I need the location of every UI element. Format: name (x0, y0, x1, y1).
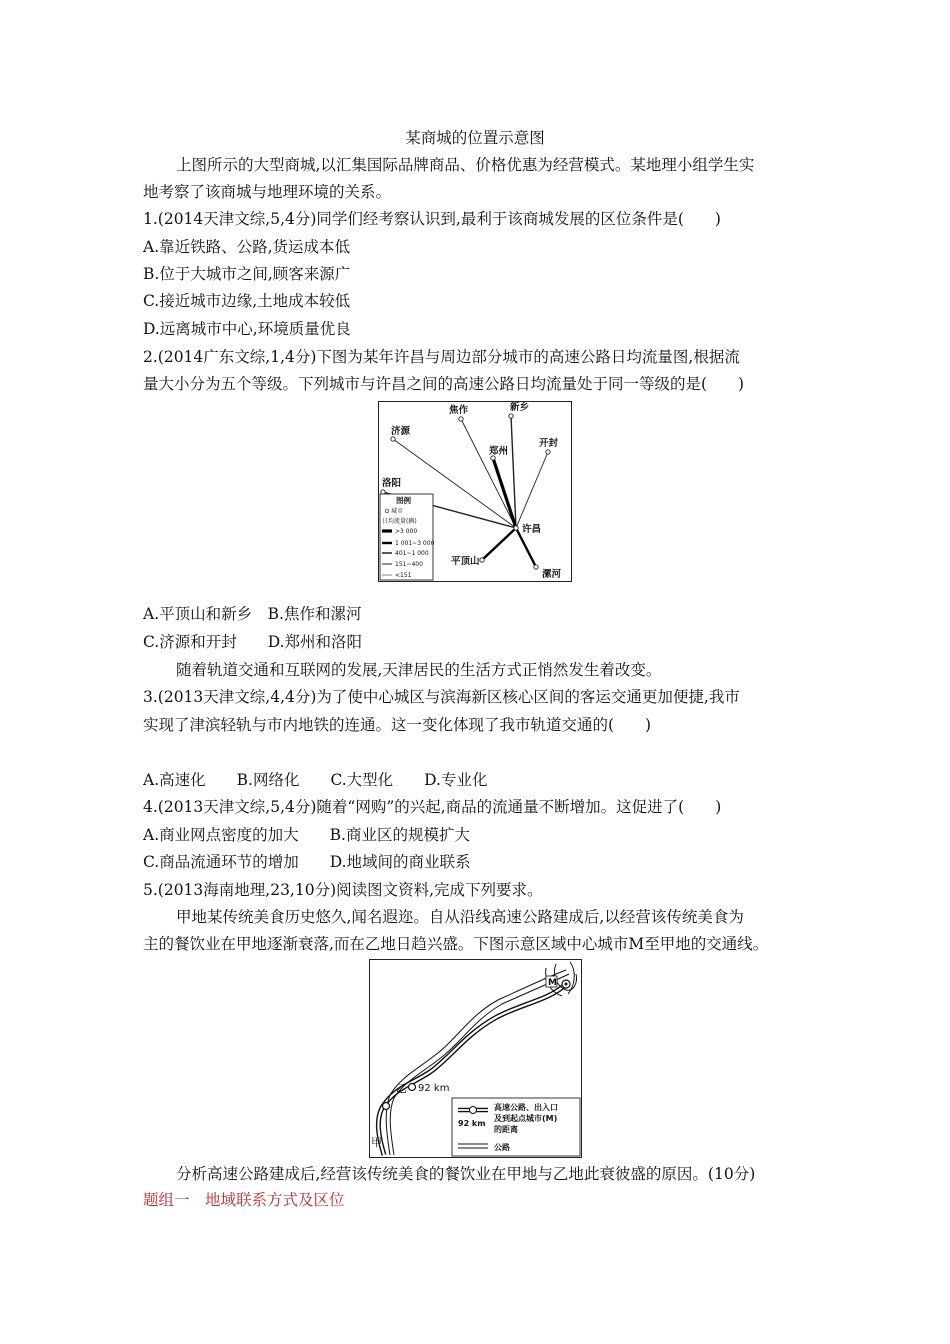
flow-line-kaifeng (516, 452, 548, 528)
legend-level-5: <151 (395, 572, 412, 579)
label-M: M (548, 978, 557, 988)
label-distance: 92 km (418, 1083, 450, 1094)
legend-title: 图例 (396, 496, 411, 505)
q5-question: 分析高速公路建成后,经营该传统美食的餐饮业在甲地与乙地此衰彼盛的原因。(10分) (176, 1165, 756, 1183)
city-marker-jiyuan (391, 437, 395, 441)
q2-options-line-1: A.平顶山和新乡 B.焦作和漯河 (143, 605, 362, 623)
legend-highway-line-1: 高速公路、出入口 (494, 1103, 558, 1112)
city-marker-pingdingshan (480, 558, 484, 562)
q1-option-c: C.接近城市边缘,土地成本较低 (143, 292, 351, 310)
transport-route-map-svg (370, 960, 581, 1157)
flow-line-zhengzhou (493, 458, 516, 528)
legend-road: 公路 (494, 1143, 510, 1152)
q1-option-b: B.位于大城市之间,顾客来源广 (143, 265, 351, 283)
legend-highway-line-3: 的距离 (494, 1125, 518, 1134)
q3-options: A.高速化 B.网络化 C.大型化 D.专业化 (143, 771, 488, 789)
traffic-flow-map (378, 401, 572, 582)
label-jia: 甲 (371, 1136, 382, 1149)
city-marker-xinxiang (509, 414, 513, 418)
legend-km: 92 km (458, 1119, 486, 1128)
q4-options-line-2: C.商品流通环节的增加 D.地域间的商业联系 (143, 853, 471, 871)
q5-material-line-2: 主的餐饮业在甲地逐渐衰落,而在乙地日趋兴盛。下图示意区域中心城市M至甲地的交通线。 (143, 935, 769, 953)
city-marker-kaifeng (546, 450, 550, 454)
city-label-xinxiang: 新乡 (510, 402, 530, 413)
q5-material-line-1: 甲地某传统美食历史悠久,闻名遐迩。自从沿线高速公路建成后,以经营该传统美食为 (176, 908, 744, 926)
flow-line-pingdingshan (482, 528, 516, 560)
city-marker-luohe (534, 565, 538, 569)
city-label-xuchang: 许昌 (522, 524, 542, 535)
city-label-luohe: 漯河 (542, 569, 562, 580)
q2-stem-line-1: 2.(2014广东文综,1,4分)下图为某年许昌与周边部分城市的高速公路日均流量图,根据流 (143, 348, 740, 366)
q2-options-line-2: C.济源和开封 D.郑州和洛阳 (143, 633, 363, 651)
city-marker-xuchang (514, 526, 518, 530)
legend-level-3: 401~1 000 (395, 550, 429, 557)
legend-highway-line-2: 及到起点城市(M) (494, 1114, 558, 1123)
q4-stem: 4.(2013天津文综,5,4分)随着“网购”的兴起,商品的流通量不断增加。这促进了( ) (143, 798, 722, 816)
city-label-kaifeng: 开封 (539, 438, 559, 449)
legend-level-2: 1 001~3 000 (395, 540, 435, 547)
legend-flow-title: 日均流量(辆) (382, 518, 417, 525)
intro-line-1: 上图所示的大型商城,以汇集国际品牌商品、价格优惠为经营模式。某地理小组学生实 (176, 156, 755, 174)
interchange-jia (383, 1103, 390, 1110)
q3-stem-line-2: 实现了津滨轻轨与市内地铁的连通。这一变化体现了我市轨道交通的( ) (143, 716, 652, 734)
traffic-flow-map-svg (379, 402, 571, 581)
figure-caption: 某商城的位置示意图 (405, 129, 545, 147)
city-label-jiyuan: 济源 (391, 426, 411, 437)
legend-level-4: 151~400 (395, 561, 423, 568)
flow-line-jiaozuo (461, 419, 516, 528)
q2-stem-line-2: 量大小分为五个等级。下列城市与许昌之间的高速公路日均流量处于同一等级的是( ) (143, 375, 745, 393)
section-title: 题组一 地域联系方式及区位 (143, 1191, 345, 1209)
interchange-yi (409, 1084, 416, 1091)
q5-stem: 5.(2013海南地理,23,10分)阅读图文资料,完成下列要求。 (143, 881, 543, 899)
city-label-jiaozuo: 焦作 (449, 405, 469, 416)
q1-stem: 1.(2014天津文综,5,4分)同学们经考察认识到,最利于该商城发展的区位条件是( ) (143, 210, 721, 228)
legend-city-icon (385, 509, 389, 513)
rail-paragraph: 随着轨道交通和互联网的发展,天津居民的生活方式正悄然发生着改变。 (176, 661, 662, 679)
legend-city-label: 城市 (391, 508, 404, 515)
city-marker-jiaozuo (459, 417, 463, 421)
intro-line-2: 地考察了该商城与地理环境的关系。 (143, 183, 392, 201)
city-marker-luoyang (381, 490, 385, 494)
label-yi: 乙 (396, 1082, 407, 1095)
city-label-luoyang: 洛阳 (382, 478, 402, 489)
legend-level-1: >3 000 (395, 528, 418, 535)
q4-options-line-1: A.商业网点密度的加大 B.商业区的规模扩大 (143, 826, 470, 844)
city-label-pingdingshan: 平顶山 (451, 556, 480, 567)
q3-stem-line-1: 3.(2013天津文综,4,4分)为了使中心城区与滨海新区核心区间的客运交通更加便捷,我市 (143, 688, 740, 706)
transport-route-map (369, 959, 582, 1158)
q1-option-d: D.远离城市中心,环境质量优良 (143, 320, 351, 338)
legend-interchange-icon (470, 1107, 477, 1114)
city-label-zhengzhou: 郑州 (489, 446, 509, 457)
q1-option-a: A.靠近铁路、公路,货运成本低 (143, 238, 351, 256)
